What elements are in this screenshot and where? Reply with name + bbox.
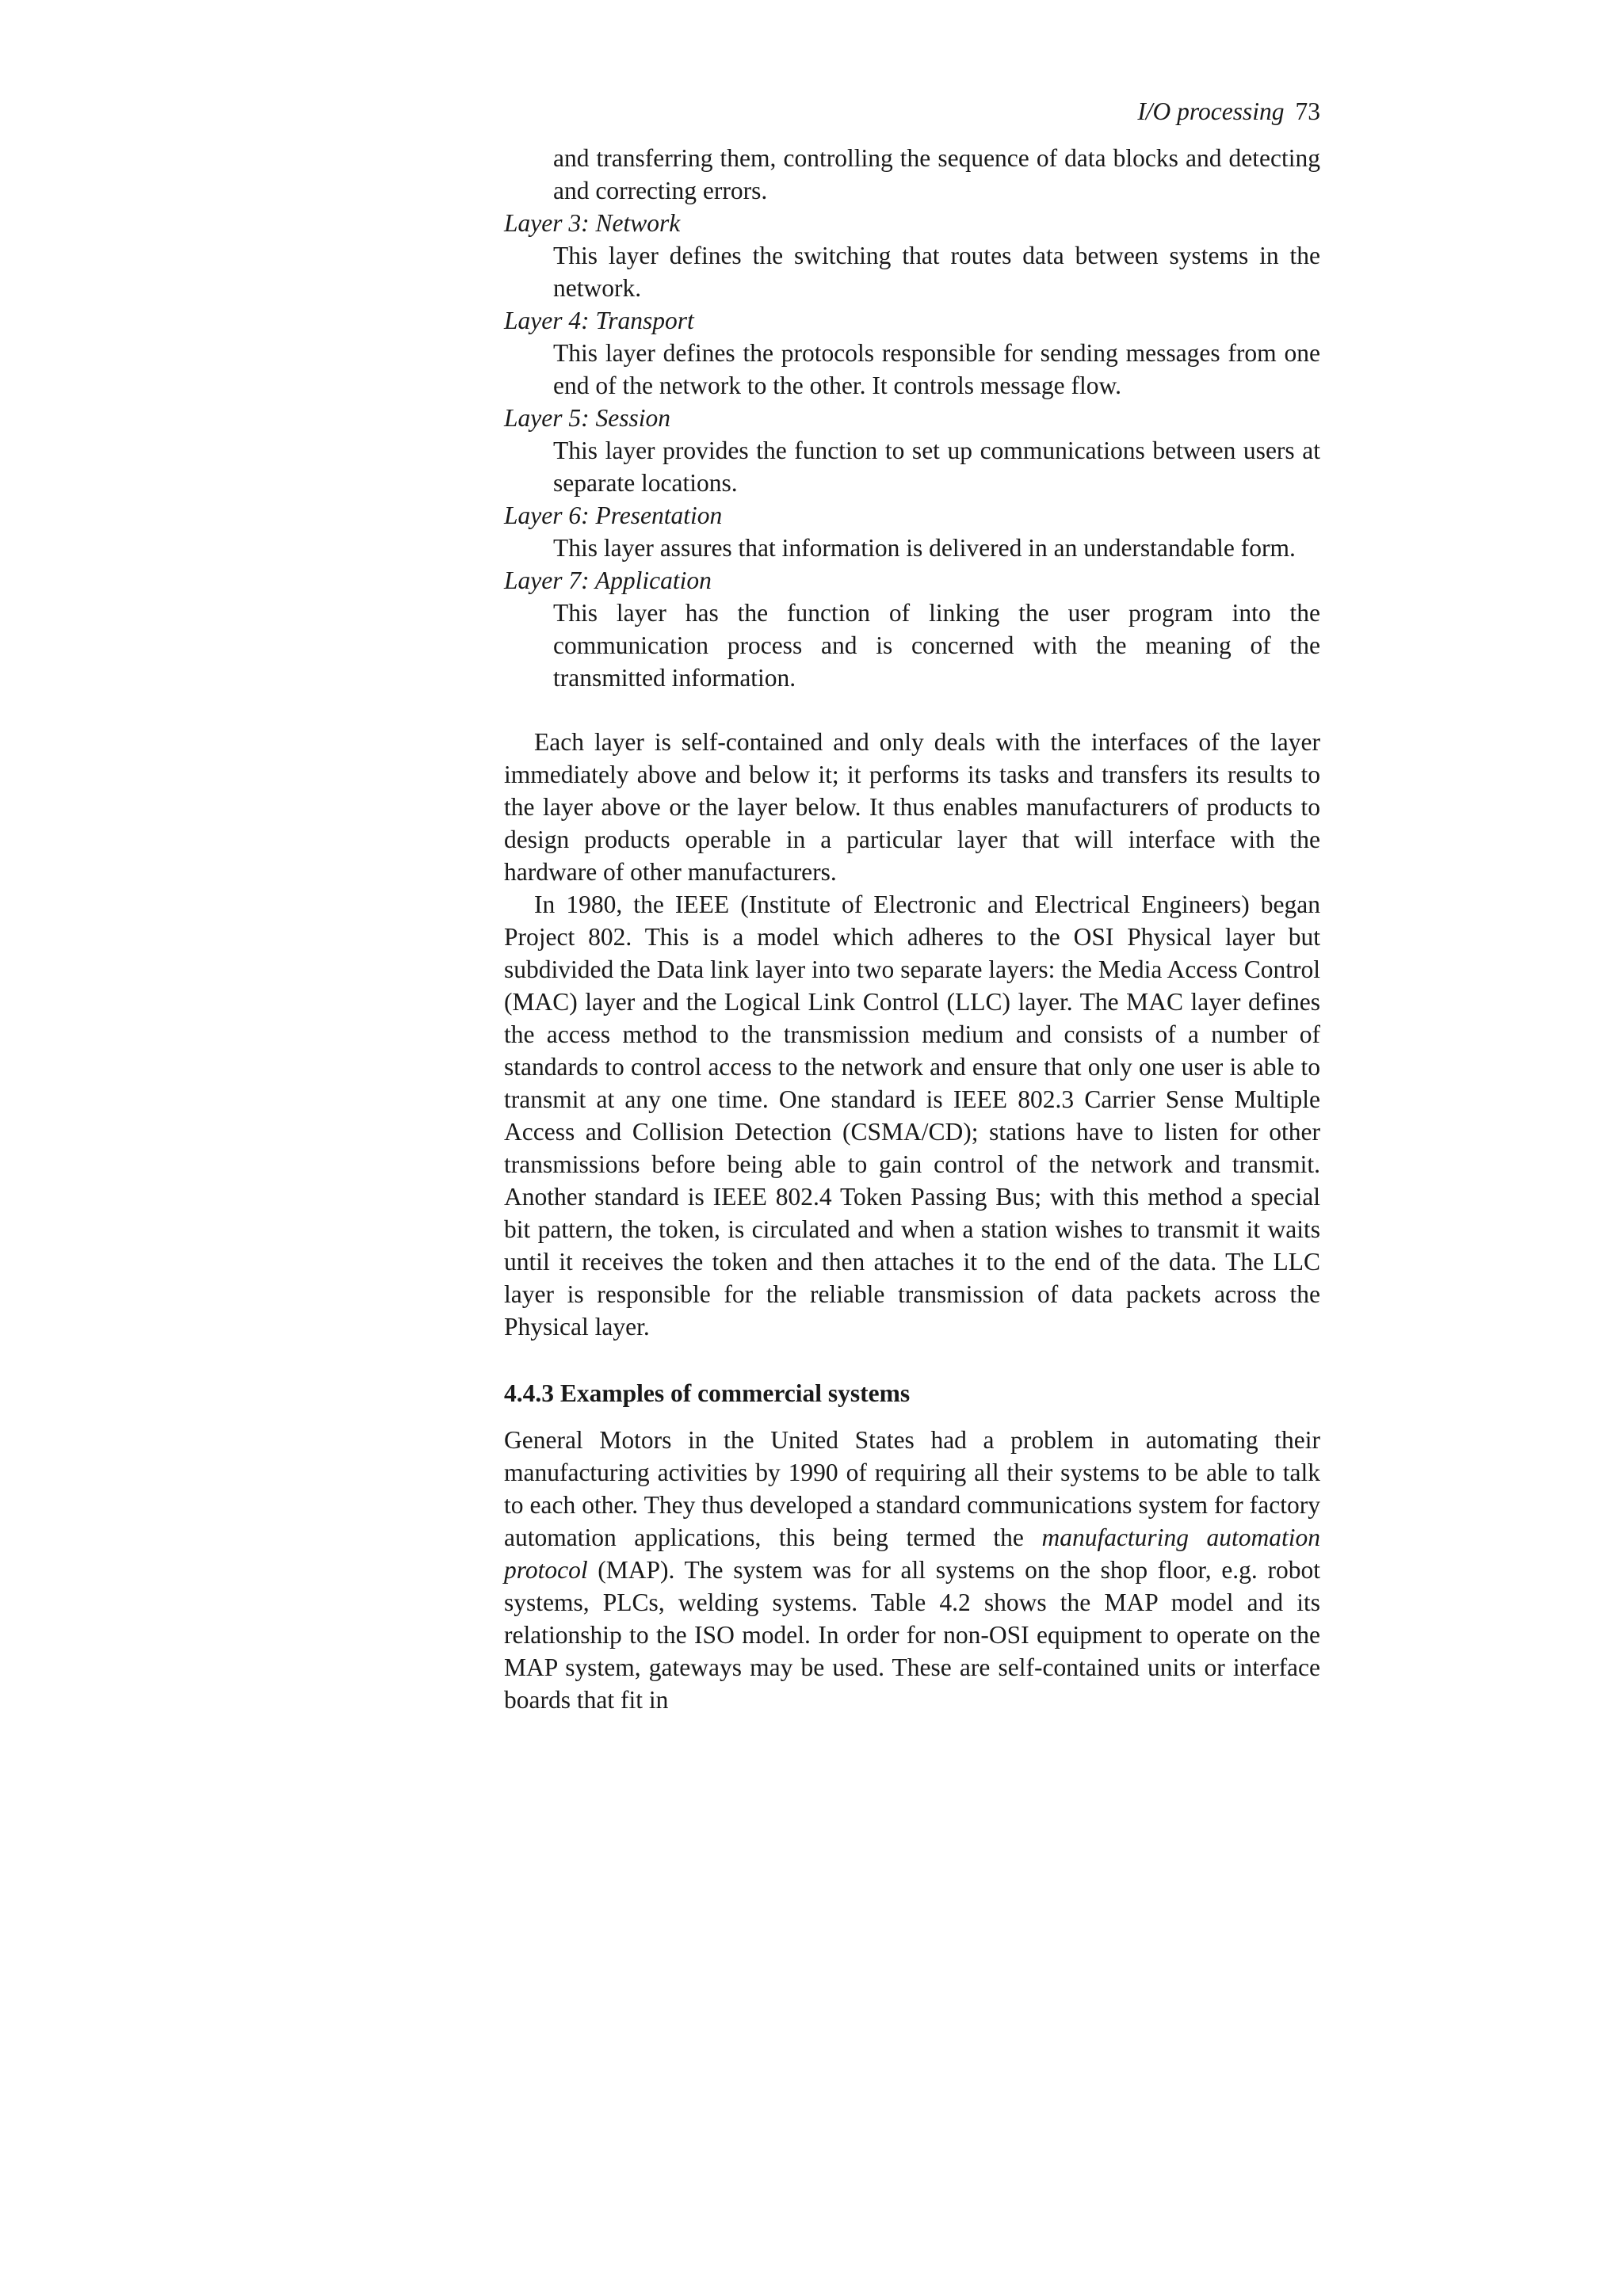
page [504, 95, 1320, 1716]
page-number: 73 [1295, 97, 1320, 125]
layer-3-body: This layer defines the switching that routes data between systems in the network. [553, 242, 1320, 302]
layer-3-term: Layer 3: Network [504, 209, 681, 237]
body-paragraph-map [504, 1424, 1320, 1716]
map-text-before: General Motors in the United States had a problem in automating their manufacturing activities by 1990 of requiring all their systems to be able to talk to each other. They thus developed a standard communications system for factory automation applications, this being termed the [504, 1426, 1320, 1551]
layer-7-body: This layer has the function of linking the user program into the communication process and is concerned with the meaning of the transmitted information. [553, 599, 1320, 692]
body-paragraph-layers: Each layer is self-contained and only deals with the interfaces of the layer immediately above and below it; it performs its tasks and transfers its results to the layer above or the layer below. It thus enables manufacturers of products to design products operable in a particular layer that will interface with the hardware of other manufacturers. [504, 728, 1320, 886]
running-title: I/O processing [1137, 97, 1285, 125]
running-head [504, 95, 1320, 128]
map-text-after: (MAP). The system was for all systems on the shop floor, e.g. robot systems, PLCs, welding systems. Table 4.2 shows the MAP model and its relationship to the ISO model. In order for non-OSI equipment to operate on the MAP system, gateways may be used. These are self-contained units or interface boards that fit in [504, 1556, 1320, 1714]
layer-4-body: This layer defines the protocols responsible for sending messages from one end of the network to the other. It controls message flow. [553, 339, 1320, 399]
map-term-emphasis: manufacturing automation protocol [504, 1524, 1320, 1584]
layer-5-term: Layer 5: Session [504, 404, 670, 432]
layer-4-term: Layer 4: Transport [504, 307, 694, 334]
layer-2-continuation: and transferring them, controlling the sequence of data blocks and detecting and correcting errors. [553, 144, 1320, 204]
layer-7-term: Layer 7: Application [504, 566, 712, 594]
section-heading: 4.4.3 Examples of commercial systems [504, 1379, 911, 1407]
osi-layer-list [504, 142, 1320, 694]
layer-6-body: This layer assures that information is delivered in an understandable form. [553, 534, 1296, 562]
body-paragraph-ieee: In 1980, the IEEE (Institute of Electronic and Electrical Engineers) began Project 802. This is a model which adheres to the OSI Physical layer but subdivided the Data link layer into two separate layers: the Media Access Control (MAC) layer and the Logical Link Control (LLC) layer. The MAC layer defines the access method to the transmission medium and consists of a number of standards to control access to the network and ensure that only one user is able to transmit at any one time. One standard is IEEE 802.3 Carrier Sense Multiple Access and Collision Detection (CSMA/CD); stations have to listen for other transmissions before being able to gain control of the network and transmit. Another standard is IEEE 802.4 Token Passing Bus; with this method a special bit pattern, the token, is circulated and when a station wishes to transmit it waits until it receives the token and then attaches it to the end of the data. The LLC layer is responsible for the reliable transmission of data packets across the Physical layer. [504, 891, 1320, 1341]
layer-5-body: This layer provides the function to set up communications between users at separate locations. [553, 437, 1320, 497]
layer-6-term: Layer 6: Presentation [504, 502, 723, 529]
